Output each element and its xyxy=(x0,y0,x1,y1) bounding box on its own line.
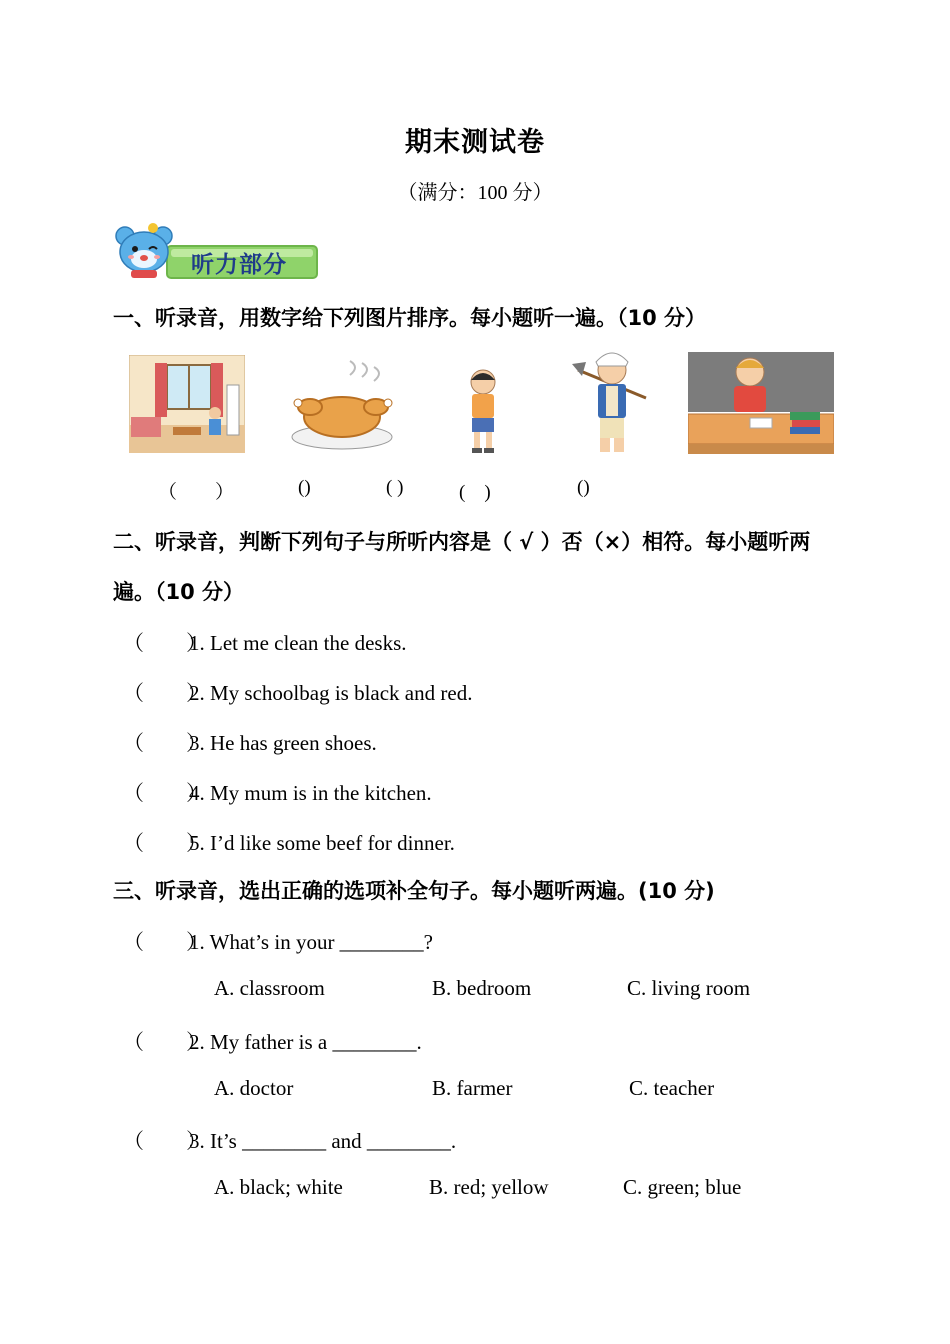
option-b: B. farmer xyxy=(432,1076,513,1100)
choice-item-3 xyxy=(123,1125,456,1155)
answer-blank-1[interactable]: （ ） xyxy=(158,482,235,503)
boy-picture xyxy=(462,368,504,454)
farmer-picture xyxy=(570,346,652,456)
living-room-picture xyxy=(129,355,245,453)
section2-heading-line1: 二、听录音，判断下列句子与所听内容是（ √ ）否（×）相符。每小题听两 xyxy=(113,530,811,554)
boy-cleaning-desk-picture xyxy=(688,352,834,454)
answer-blank-4[interactable]: ( ) xyxy=(459,482,491,503)
section3-heading: 三、听录音，选出正确的选项补全句子。每小题听两遍。(10 分) xyxy=(113,879,715,903)
judge-item-2 xyxy=(123,677,472,707)
option-c: C. green; blue xyxy=(623,1175,742,1199)
item-text: 1. Let me clean the desks. xyxy=(189,631,407,655)
option-c: C. living room xyxy=(627,976,751,1000)
badge-label: 听力部分 xyxy=(191,252,287,278)
answer-paren[interactable]: （ ） xyxy=(123,781,207,805)
judge-item-5 xyxy=(123,827,455,857)
option-b: B. red; yellow xyxy=(429,1175,549,1199)
option-a: A. black; white xyxy=(214,1175,343,1199)
judge-item-1 xyxy=(123,627,407,657)
choice-item-2 xyxy=(123,1026,422,1056)
item-text: 3. He has green shoes. xyxy=(189,731,377,755)
item-text: 3. It’s ________ and ________. xyxy=(189,1129,457,1153)
item-text: 2. My father is a ________. xyxy=(189,1030,422,1054)
item-text: 1. What’s in your ________? xyxy=(189,930,434,954)
answer-paren[interactable]: （ ） xyxy=(123,731,207,755)
page-title: 期末测试卷 xyxy=(405,127,545,158)
option-c: C. teacher xyxy=(629,1076,715,1100)
option-a: A. classroom xyxy=(214,976,325,1000)
option-b: B. bedroom xyxy=(432,976,532,1000)
answer-paren[interactable]: （ ） xyxy=(123,1129,207,1153)
item-text: 5. I’d like some beef for dinner. xyxy=(189,831,455,855)
choice-item-1 xyxy=(123,926,433,956)
listening-section-badge xyxy=(113,222,321,280)
option-a: A. doctor xyxy=(214,1076,294,1100)
answer-paren[interactable]: （ ） xyxy=(123,681,207,705)
answer-blank-3[interactable]: ( ) xyxy=(386,477,404,498)
section1-heading: 一、听录音，用数字给下列图片排序。每小题听一遍。（10 分） xyxy=(113,306,707,330)
answer-paren[interactable]: （ ） xyxy=(123,831,207,855)
full-score: （满分：100 分） xyxy=(397,182,553,204)
answer-blank-5[interactable]: () xyxy=(577,477,590,498)
answer-blank-2[interactable]: () xyxy=(298,477,311,498)
answer-paren[interactable]: （ ） xyxy=(123,631,207,655)
item-text: 4. My mum is in the kitchen. xyxy=(189,781,432,805)
roast-chicken-picture xyxy=(290,355,394,453)
judge-item-4 xyxy=(123,777,432,807)
answer-paren[interactable]: （ ） xyxy=(123,1030,207,1054)
section2-heading-line2: 遍。（10 分） xyxy=(113,580,245,604)
judge-item-3 xyxy=(123,727,377,757)
item-text: 2. My schoolbag is black and red. xyxy=(189,681,473,705)
answer-paren[interactable]: （ ） xyxy=(123,930,207,954)
